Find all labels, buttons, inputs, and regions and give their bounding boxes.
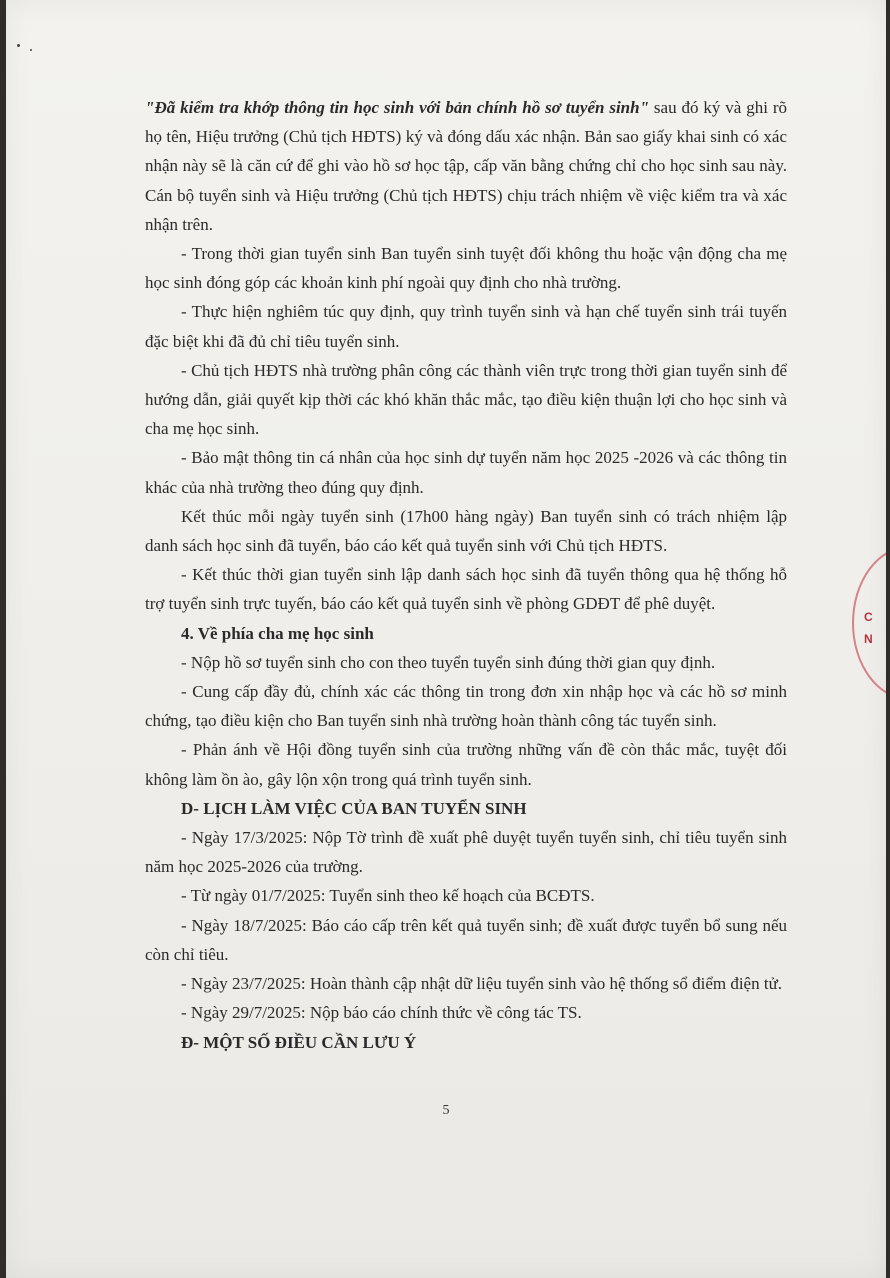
paragraph-text: - Kết thúc thời gian tuyển sinh lập danh sách học sinh đã tuyển thông qua hệ thống hỗ trợ tuyển sinh trực tuyến, báo cáo kết quả tuyển sinh về phòng GDĐT để phê duyệt.	[145, 565, 787, 614]
body-paragraph	[145, 911, 787, 969]
body-paragraph	[145, 823, 787, 881]
body-paragraph	[145, 648, 787, 677]
paragraph-text: Đ- MỘT SỐ ĐIỀU CẦN LƯU Ý	[181, 1032, 417, 1052]
paragraph-text: 4. Về phía cha mẹ học sinh	[181, 623, 374, 643]
body-paragraph	[145, 881, 787, 910]
body-paragraph	[145, 969, 787, 998]
paragraph-text: - Thực hiện nghiêm túc quy định, quy trình tuyển sinh và hạn chế tuyển sinh trái tuyến đặc biệt khi đã đủ chỉ tiêu tuyển sinh.	[145, 302, 787, 351]
body-paragraph	[145, 93, 787, 239]
section-heading	[145, 619, 787, 648]
paragraph-text: - Bảo mật thông tin cá nhân của học sinh dự tuyển năm học 2025 -2026 và các thông tin khác của nhà trường theo đúng quy định.	[145, 448, 787, 497]
paragraph-text: - Nộp hồ sơ tuyển sinh cho con theo tuyển tuyển sinh đúng thời gian quy định.	[181, 652, 716, 672]
body-paragraph	[145, 735, 787, 793]
paragraph-text: D- LỊCH LÀM VIỆC CỦA BAN TUYỂN SINH	[181, 798, 527, 818]
section-heading	[145, 1028, 787, 1057]
paragraph-text: - Phản ánh về Hội đồng tuyển sinh của trường những vấn đề còn thắc mắc, tuyệt đối không làm ồn ào, gây lộn xộn trong quá trình tuyển sinh.	[145, 740, 787, 789]
body-paragraph	[145, 239, 787, 297]
quoted-lead: "Đã kiểm tra khớp thông tin học sinh với bản chính hồ sơ tuyển sinh"	[145, 98, 650, 117]
stamp-letter: N	[864, 632, 873, 646]
body-paragraph	[145, 998, 787, 1027]
paragraph-text: - Chủ tịch HĐTS nhà trường phân công các thành viên trực trong thời gian tuyển sinh để hướng dẫn, giải quyết kịp thời các khó khăn thắc mắc, tạo điều kiện thuận lợi cho học sinh và cha mẹ học sinh.	[145, 360, 787, 439]
document-body	[145, 93, 787, 1057]
body-paragraph	[145, 443, 787, 501]
document-page	[6, 0, 886, 1278]
paragraph-text: - Cung cấp đầy đủ, chính xác các thông tin trong đơn xin nhập học và các hồ sơ minh chứng, tạo điều kiện cho Ban tuyển sinh nhà trường hoàn thành công tác tuyển sinh.	[145, 682, 787, 731]
stamp-letter: C	[864, 610, 873, 624]
body-paragraph	[145, 356, 787, 444]
page-number: 5	[442, 1103, 450, 1118]
paragraph-text: - Ngày 17/3/2025: Nộp Tờ trình đề xuất phê duyệt tuyển tuyển sinh, chỉ tiêu tuyển sinh năm học 2025-2026 của trường.	[145, 828, 787, 877]
paragraph-text: sau đó ký và ghi rõ họ tên, Hiệu trưởng (Chủ tịch HĐTS) ký và đóng dấu xác nhận. Bản sao giấy khai sinh có xác nhận này sẽ là căn cứ để ghi vào hồ sơ học tập, cấp văn bằng chứng chỉ cho học sinh sau này. Cán bộ tuyển sinh và Hiệu trưởng (Chủ tịch HĐTS) chịu trách nhiệm về việc kiểm tra và xác nhận trên.	[145, 98, 787, 234]
paragraph-text: - Ngày 18/7/2025: Báo cáo cấp trên kết quả tuyển sinh; đề xuất được tuyển bổ sung nếu còn chỉ tiêu.	[145, 915, 787, 964]
section-heading	[145, 794, 787, 823]
scan-speck	[30, 49, 32, 51]
paragraph-text: Kết thúc mỗi ngày tuyển sinh (17h00 hàng ngày) Ban tuyển sinh có trách nhiệm lập danh sách học sinh đã tuyển, báo cáo kết quả tuyển sinh với Chủ tịch HĐTS.	[145, 506, 787, 556]
paragraph-text: - Trong thời gian tuyển sinh Ban tuyển sinh tuyệt đối không thu hoặc vận động cha mẹ học sinh đóng góp các khoản kinh phí ngoài quy định cho nhà trường.	[145, 244, 787, 293]
body-paragraph	[145, 677, 787, 735]
body-paragraph	[145, 502, 787, 560]
paragraph-text: - Ngày 23/7/2025: Hoàn thành cập nhật dữ liệu tuyển sinh vào hệ thống sổ điểm điện tử.	[181, 974, 783, 994]
paragraph-text: - Ngày 29/7/2025: Nộp báo cáo chính thức về công tác TS.	[181, 1003, 582, 1023]
scan-speck	[17, 44, 20, 47]
body-paragraph	[145, 297, 787, 355]
paragraph-text: - Từ ngày 01/7/2025: Tuyển sinh theo kế hoạch của BCĐTS.	[181, 886, 595, 906]
body-paragraph	[145, 560, 787, 618]
